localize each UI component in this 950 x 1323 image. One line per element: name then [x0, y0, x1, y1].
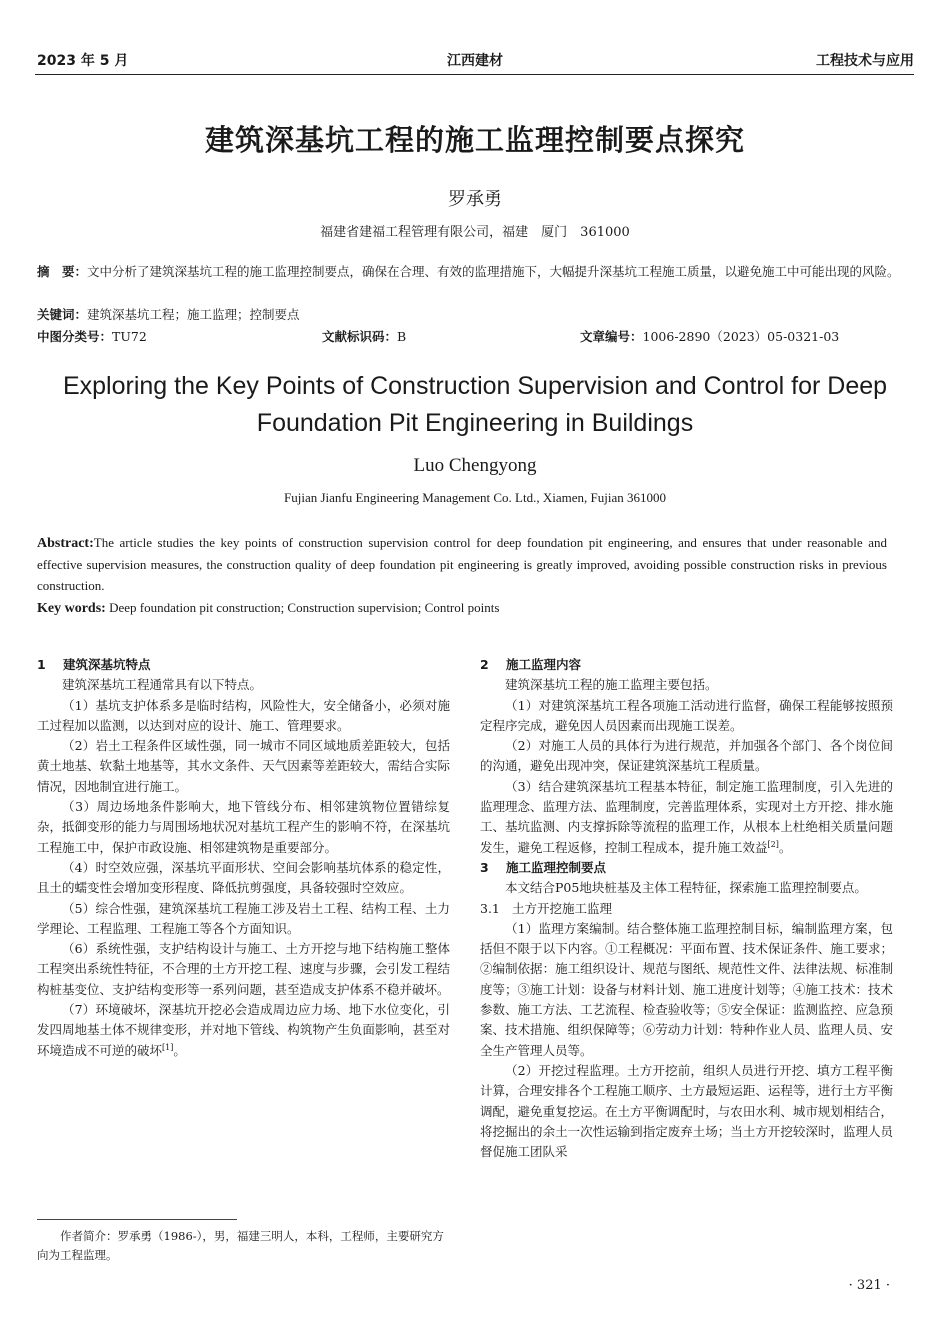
author-en: Luo Chengyong — [413, 455, 537, 476]
paragraph: 建筑深基坑工程的施工监理主要包括。 — [505, 677, 718, 693]
article-number — [580, 327, 839, 347]
keywords-en-label: Key words: — [37, 601, 106, 616]
paragraph: （2）对施工人员的具体行为进行规范，并加强各个部门、各个岗位间的沟通，避免出现冲突，保证建筑深基坑工程质量。 — [480, 738, 893, 774]
paragraph-end: 。 — [778, 839, 792, 855]
paragraph — [480, 777, 893, 858]
paragraph: （5）综合性强，建筑深基坑工程施工涉及岩土工程、结构工程、土力学理论、工程监理、工程施工等各个方面知识。 — [37, 900, 450, 936]
abstract-cn-label: 摘 要： — [37, 264, 88, 279]
clc-value: TU72 — [112, 329, 147, 344]
section-3-1-title: 土方开挖施工监理 — [512, 900, 613, 916]
article-label: 文章编号： — [580, 329, 643, 344]
paragraph-end: 。 — [173, 1042, 186, 1058]
keywords-en-text: Deep foundation pit construction; Construction supervision; Control points — [109, 600, 500, 615]
abstract-en-label: Abstract: — [37, 536, 94, 551]
keywords-en — [37, 597, 887, 619]
clc-label: 中图分类号： — [37, 329, 113, 344]
paragraph: （2）开挖过程监理。土方开挖前，组织人员进行开挖、填方工程平衡计算，合理安排各个工程施工顺序、土方最短运距、运程等，进行土方平衡调配，避免重复挖运。在土方平衡调配时，与农田水利、城市规划相结合，将挖掘出的余土一次性运输到指定废弃土场；当土方开挖较深时，监理人员督促施工团队采 — [480, 1062, 893, 1160]
left-column — [37, 655, 450, 1061]
section-3-1-heading — [480, 899, 893, 919]
abstract-en — [37, 532, 887, 596]
section-1-title: 建筑深基坑特点 — [63, 657, 151, 672]
paragraph-text: （3）结合建筑深基坑工程基本特征，制定施工监理制度，引入先进的监理理念、监理方法、监理制度，完善监理体系，实现对土方开挖、排水施工、基坑监测、内支撑拆除等流程的监理工作，从根本上杜绝相关质量问题发生，避免工程返修，控制工程成本，提升施工效益 — [480, 778, 893, 855]
article-value: 1006-2890（2023）05-0321-03 — [642, 329, 840, 344]
paragraph: （2）岩土工程条件区域性强，同一城市不同区域地质差距较大，包括黄土地基、软黏土地基等，其水文条件、天气因素等差距较大，需结合实际情况，因地制宜进行施工。 — [37, 738, 450, 794]
paragraph: （3）周边场地条件影响大，地下管线分布、相邻建筑物位置错综复杂，抵御变形的能力与周围场地状况对基坑工程产生的影响不符，在深基坑工程施工中，保护市政设施、相邻建筑物是重要部分。 — [37, 799, 450, 855]
footnote-rule — [37, 1219, 237, 1220]
paragraph-text: （7）环境破坏，深基坑开挖必会造成周边应力场、地下水位变化，引发四周地基土体不规律变形，并对地下管线、构筑物产生负面影响，甚至对环境造成不可逆的破坏 — [37, 1002, 450, 1058]
section-3-heading — [480, 858, 893, 878]
abstract-cn-text: 文中分析了建筑深基坑工程的施工监理控制要点，确保在合理、有效的监理措施下，大幅提升深基坑工程施工质量，以避免施工中可能出现的风险。 — [87, 264, 900, 279]
affiliation-en: Fujian Jianfu Engineering Management Co. Ltd., Xiamen, Fujian 361000 — [284, 490, 666, 505]
section-2-title: 施工监理内容 — [506, 657, 582, 672]
keywords-cn-label: 关键词： — [37, 307, 88, 322]
paragraph: （1）对建筑深基坑工程各项施工活动进行监督，确保工程能够按照预定程序完成，避免因人员因素而出现施工误差。 — [480, 697, 893, 733]
abstract-cn — [37, 262, 905, 282]
section-1-number: 1 — [37, 657, 46, 672]
abstract-en-text: The article studies the key points of construction supervision control for deep foundation pit engineering, and ensures that under reasonable and effective supervision measures, the construction quality of deep foundation pit engineering is greatly improved, avoiding possible construction risks in previous construction. — [37, 535, 887, 593]
paragraph: （1）监理方案编制。结合整体施工监理控制目标，编制监理方案，包括但不限于以下内容。①工程概况：平面布置、技术保证条件、施工要求；②编制依据：施工组织设计、规范与图纸、规范性文件、法律法规、标准制度等；③施工计划：设备与材料计划、施工进度计划等；④施工技术：技术参数、施工方法、工艺流程、检查验收等；⑤安全保证：监测监控、应急预案、技术措施、组织保障等；⑥劳动力计划：特种作业人员、监理人员、安全生产管理人员等。 — [480, 920, 893, 1058]
clc-number — [37, 327, 147, 347]
header-journal: 江西建材 — [447, 53, 503, 69]
footnote: 作者简介：罗承勇（1986-），男，福建三明人，本科，工程师，主要研究方向为工程监理。 — [37, 1229, 444, 1262]
header-section: 工程技术与应用 — [816, 53, 914, 69]
paragraph: （1）基坑支护体系多是临时结构，风险性大，安全储备小，必须对施工过程加以监测，以达到对应的设计、施工、管理要求。 — [37, 697, 450, 733]
section-3-1-number: 3.1 — [480, 900, 500, 916]
header-rule — [35, 74, 914, 75]
paragraph: （4）时空效应强，深基坑平面形状、空间会影响基坑体系的稳定性，且土的蠕变性会增加变形程度、降低抗剪强度，具备较强时空效应。 — [37, 859, 450, 896]
doc-code — [322, 327, 406, 347]
keywords-cn-text: 建筑深基坑工程；施工监理；控制要点 — [87, 307, 300, 322]
title-cn: 建筑深基坑工程的施工监理控制要点探究 — [204, 123, 745, 157]
keywords-cn — [37, 305, 905, 325]
doc-value: B — [397, 329, 407, 344]
paragraph: （6）系统性强，支护结构设计与施工、土方开挖与地下结构施工整体工程突出系统性特征，不合理的土方开挖工程、速度与步骤，会引发工程结构桩基变位、支护结构变形等一系列问题，甚至造成支护体系不稳并破坏。 — [37, 941, 450, 997]
affiliation-cn: 福建省建福工程管理有限公司，福建 厦门 361000 — [320, 225, 630, 240]
author-cn: 罗承勇 — [448, 189, 502, 210]
citation: [2] — [767, 839, 779, 849]
citation: [1] — [162, 1042, 174, 1052]
paragraph: 本文结合P05地块桩基及主体工程特征，探索施工监理控制要点。 — [505, 880, 867, 896]
paragraph — [37, 1000, 450, 1061]
section-3-title: 施工监理控制要点 — [506, 859, 607, 875]
header-date: 2023 年 5 月 — [37, 53, 129, 69]
section-1-heading — [37, 655, 450, 675]
page-number: · 321 · — [848, 1278, 890, 1293]
doc-label: 文献标识码： — [322, 329, 398, 344]
title-en: Exploring the Key Points of Construction Supervision and Control for Deep Foundation Pit Engineering in Buildings — [62, 372, 888, 437]
section-2-heading — [480, 655, 893, 675]
paragraph: 建筑深基坑工程通常具有以下特点。 — [62, 677, 263, 693]
section-2-number: 2 — [480, 657, 489, 672]
right-column — [480, 655, 893, 1162]
section-3-number: 3 — [480, 859, 489, 875]
